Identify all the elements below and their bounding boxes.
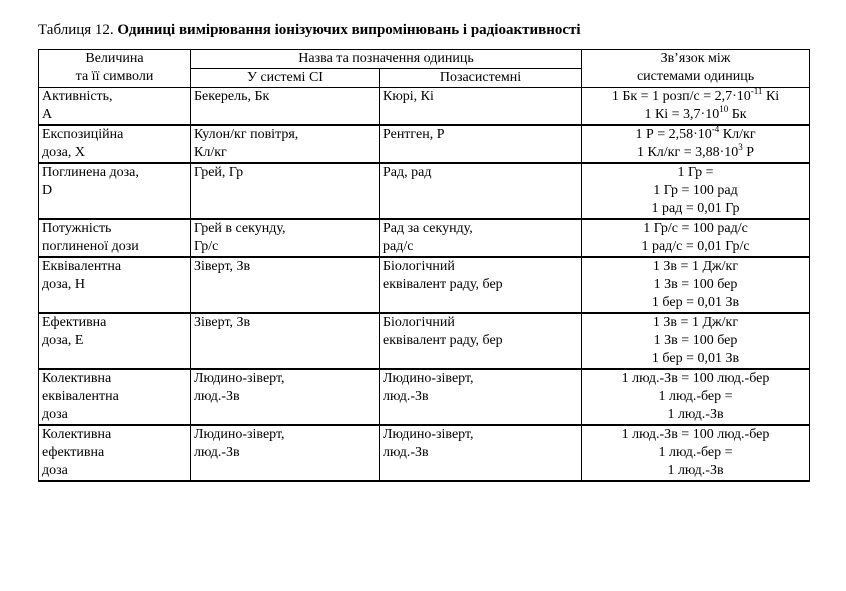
si-text: люд.-Зв xyxy=(194,445,240,460)
cell-si xyxy=(191,219,380,257)
cell-non_system xyxy=(380,125,582,163)
cell-relation xyxy=(582,425,810,481)
table-header xyxy=(39,50,810,88)
relation-line xyxy=(585,370,806,388)
non_system-text: рад/с xyxy=(383,239,414,254)
table-row xyxy=(39,425,810,481)
relation-text: 1 Зв = 100 бер xyxy=(653,277,738,292)
cell-si xyxy=(191,313,380,369)
quantity-text: доза, X xyxy=(42,145,85,160)
table-row xyxy=(39,313,810,369)
si-text: Людино-зіверт, xyxy=(194,371,285,386)
non_system-text: еквівалент раду, бер xyxy=(383,333,503,348)
header-relation-line2: системами одиниць xyxy=(636,69,755,84)
relation-text: 1 Гр/с = 100 рад/с xyxy=(643,221,748,236)
cell-quantity xyxy=(39,163,191,219)
relation-line xyxy=(585,220,806,238)
relation-text: 1 Зв = 1 Дж/кг xyxy=(652,315,739,330)
cell-si xyxy=(191,257,380,313)
si-text: люд.-Зв xyxy=(194,389,240,404)
cell-si xyxy=(191,425,380,481)
relation-unit: Р xyxy=(742,145,755,160)
cell-si xyxy=(191,88,380,126)
relation-unit: Кі xyxy=(762,89,780,104)
cell-relation xyxy=(582,163,810,219)
cell-non_system xyxy=(380,163,582,219)
relation-line xyxy=(585,88,806,106)
quantity-text: Поглинена доза, xyxy=(42,165,139,180)
si-text: Гр/с xyxy=(194,239,219,254)
quantity-text: Активність, xyxy=(42,89,113,104)
relation-line xyxy=(585,444,806,462)
header-si: У системі СІ xyxy=(191,69,380,88)
cell-relation xyxy=(582,219,810,257)
relation-line xyxy=(585,388,806,406)
quantity-text: Потужність xyxy=(42,221,112,236)
cell-non_system xyxy=(380,313,582,369)
table-row xyxy=(39,219,810,257)
relation-text: 1 бер = 0,01 Зв xyxy=(651,295,740,310)
cell-si xyxy=(191,369,380,425)
relation-line xyxy=(585,106,806,124)
relation-exponent: 3 xyxy=(738,142,743,152)
quantity-text: Ефективна xyxy=(42,315,107,330)
quantity-text: Експозиційна xyxy=(42,127,124,142)
relation-line xyxy=(585,200,806,218)
relation-line xyxy=(585,332,806,350)
cell-si xyxy=(191,125,380,163)
header-non-system: Позасистемні xyxy=(380,69,582,88)
table-title: Одиниці вимірювання іонізуючих випромінювань і радіоактивності xyxy=(117,22,581,38)
cell-non_system xyxy=(380,219,582,257)
relation-line xyxy=(585,294,806,312)
table-caption xyxy=(38,22,581,39)
cell-quantity xyxy=(39,125,191,163)
relation-text: 1 Кл/кг = 3,88·10 xyxy=(636,145,739,160)
non_system-text: Рентген, Р xyxy=(383,127,445,142)
relation-line xyxy=(585,258,806,276)
cell-quantity xyxy=(39,257,191,313)
si-text: Грей, Гр xyxy=(194,165,244,180)
relation-line xyxy=(585,238,806,256)
relation-line xyxy=(585,126,806,144)
si-text: Бекерель, Бк xyxy=(194,89,270,104)
cell-quantity xyxy=(39,88,191,126)
quantity-text: Колективна xyxy=(42,371,112,386)
relation-text: 1 люд.-бер = xyxy=(658,445,733,460)
quantity-text: доза, Н xyxy=(42,277,85,292)
quantity-text: поглиненої дози xyxy=(42,239,139,254)
cell-non_system xyxy=(380,369,582,425)
si-text: Грей в секунду, xyxy=(194,221,286,236)
relation-text: 1 Бк = 1 розп/с = 2,7·10 xyxy=(611,89,751,104)
cell-quantity xyxy=(39,425,191,481)
quantity-text: доза xyxy=(42,463,68,478)
header-names-group: Назва та позначення одиниць xyxy=(191,50,582,69)
relation-unit: Кл/кг xyxy=(719,127,756,142)
quantity-text: ефективна xyxy=(42,445,105,460)
table-row xyxy=(39,88,810,126)
table-row xyxy=(39,369,810,425)
units-table xyxy=(38,49,810,482)
cell-relation xyxy=(582,257,810,313)
header-quantity-line2: та її символи xyxy=(75,69,154,84)
cell-relation xyxy=(582,369,810,425)
relation-text: 1 Зв = 1 Дж/кг xyxy=(652,259,739,274)
non_system-text: Біологічний xyxy=(383,315,455,330)
non_system-text: люд.-Зв xyxy=(383,445,429,460)
table-row xyxy=(39,257,810,313)
relation-text: 1 люд.-Зв = 100 люд.-бер xyxy=(621,371,770,386)
relation-line xyxy=(585,276,806,294)
relation-text: 1 люд.-Зв xyxy=(667,407,724,422)
relation-exponent: 10 xyxy=(719,104,729,114)
header-relation xyxy=(582,50,810,88)
si-text: Кулон/кг повітря, xyxy=(194,127,299,142)
table-number: Таблиця 12. xyxy=(38,22,114,38)
relation-text: 1 рад = 0,01 Гр xyxy=(651,201,740,216)
cell-relation xyxy=(582,313,810,369)
relation-text: 1 Зв = 100 бер xyxy=(653,333,738,348)
quantity-text: Колективна xyxy=(42,427,112,442)
non_system-text: еквівалент раду, бер xyxy=(383,277,503,292)
relation-text: 1 люд.-бер = xyxy=(658,389,733,404)
relation-text: 1 люд.-Зв = 100 люд.-бер xyxy=(621,427,770,442)
relation-line xyxy=(585,164,806,182)
si-text: Людино-зіверт, xyxy=(194,427,285,442)
cell-relation xyxy=(582,125,810,163)
si-text: Зіверт, Зв xyxy=(194,259,251,274)
relation-text: 1 Гр = xyxy=(677,165,714,180)
cell-non_system xyxy=(380,257,582,313)
non_system-text: Людино-зіверт, xyxy=(383,427,474,442)
table-row xyxy=(39,163,810,219)
quantity-text: еквівалентна xyxy=(42,389,119,404)
quantity-text: А xyxy=(42,107,53,122)
si-text: Зіверт, Зв xyxy=(194,315,251,330)
relation-line xyxy=(585,144,806,162)
relation-line xyxy=(585,406,806,424)
relation-text: 1 бер = 0,01 Зв xyxy=(651,351,740,366)
relation-text: 1 рад/с = 0,01 Гр/с xyxy=(641,239,750,254)
si-text: Кл/кг xyxy=(194,145,227,160)
cell-si xyxy=(191,163,380,219)
header-quantity xyxy=(39,50,191,88)
relation-text: 1 Р = 2,58·10 xyxy=(635,127,712,142)
non_system-text: Людино-зіверт, xyxy=(383,371,474,386)
cell-quantity xyxy=(39,369,191,425)
non_system-text: Кюрі, Кі xyxy=(383,89,434,104)
relation-line xyxy=(585,314,806,332)
non_system-text: Рад за секунду, xyxy=(383,221,473,236)
non_system-text: люд.-Зв xyxy=(383,389,429,404)
quantity-text: D xyxy=(42,183,53,198)
relation-text: 1 Гр = 100 рад xyxy=(653,183,738,198)
cell-quantity xyxy=(39,219,191,257)
non_system-text: Рад, рад xyxy=(383,165,432,180)
quantity-text: доза, Е xyxy=(42,333,84,348)
cell-quantity xyxy=(39,313,191,369)
quantity-text: Еквівалентна xyxy=(42,259,122,274)
relation-text: 1 люд.-Зв xyxy=(667,463,724,478)
relation-line xyxy=(585,462,806,480)
cell-non_system xyxy=(380,425,582,481)
table-body xyxy=(39,88,810,482)
cell-non_system xyxy=(380,88,582,126)
non_system-text: Біологічний xyxy=(383,259,455,274)
relation-text: 1 Кі = 3,7·10 xyxy=(644,107,720,122)
relation-exponent: -11 xyxy=(750,86,763,96)
relation-line xyxy=(585,182,806,200)
quantity-text: доза xyxy=(42,407,68,422)
relation-unit: Бк xyxy=(728,107,747,122)
header-relation-line1: Зв’язок між xyxy=(660,51,731,66)
header-quantity-line1: Величина xyxy=(85,51,144,66)
table-row xyxy=(39,125,810,163)
cell-relation xyxy=(582,88,810,126)
relation-line xyxy=(585,426,806,444)
relation-exponent: -4 xyxy=(711,124,720,134)
relation-line xyxy=(585,350,806,368)
